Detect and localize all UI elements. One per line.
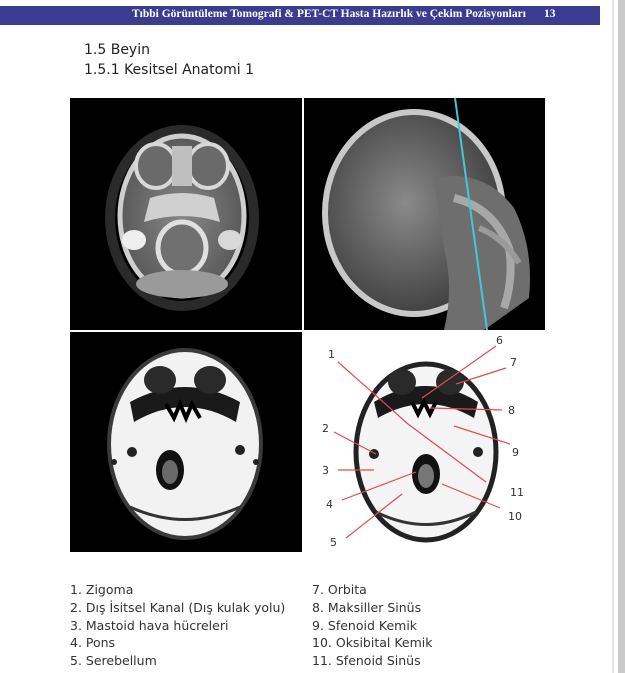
diagram-label-6: 6 [496,334,503,347]
page-number: 13 [544,8,556,20]
legend-item: 1. Zigoma [70,582,134,597]
legend-item: 10. Oksibital Kemik [312,635,433,651]
legend-left [70,581,285,670]
running-header [0,6,600,25]
section-subheading: 1.5.1 Kesitsel Anatomi 1 [84,62,255,78]
lateral-scout-image [304,98,545,330]
legend-item: 5. Serebellum [70,653,157,669]
diagram-label-3: 3 [322,464,329,477]
legend-item: 9. Sfenoid Kemik [312,617,418,633]
legend-item: 7. Orbita [312,582,367,597]
labeled-ct-diagram [304,332,545,552]
diagram-label-8: 8 [508,404,515,417]
legend-item: 3. Mastoid hava hücreleri [70,617,229,633]
legend-item: 4. Pons [70,635,116,651]
page-edge-shadow-inner [612,0,614,673]
diagram-label-9: 9 [512,446,519,459]
page-edge-shadow [618,0,625,673]
legend-right [312,581,432,670]
legend-item: 2. Dış İsitsel Kanal (Dış kulak yolu) [70,599,286,615]
section-heading: 1.5 Beyin [84,42,150,58]
diagram-label-1: 1 [328,348,335,361]
header-title: Tıbbi Görüntüleme Tomografi & PET-CT Hasta Hazırlık ve Çekim Pozisyonları [132,8,526,20]
diagram-label-2: 2 [322,422,329,435]
diagram-label-10: 10 [508,510,522,523]
ct-soft-tissue-image [70,332,302,552]
diagram-label-7: 7 [510,356,517,369]
diagram-label-11: 11 [510,486,524,499]
diagram-label-5: 5 [330,536,337,549]
legend-item: 8. Maksiller Sinüs [312,599,422,615]
ct-bone-window-image [70,98,302,330]
diagram-label-4: 4 [326,498,333,511]
legend-item: 11. Sfenoid Sinüs [312,653,421,669]
